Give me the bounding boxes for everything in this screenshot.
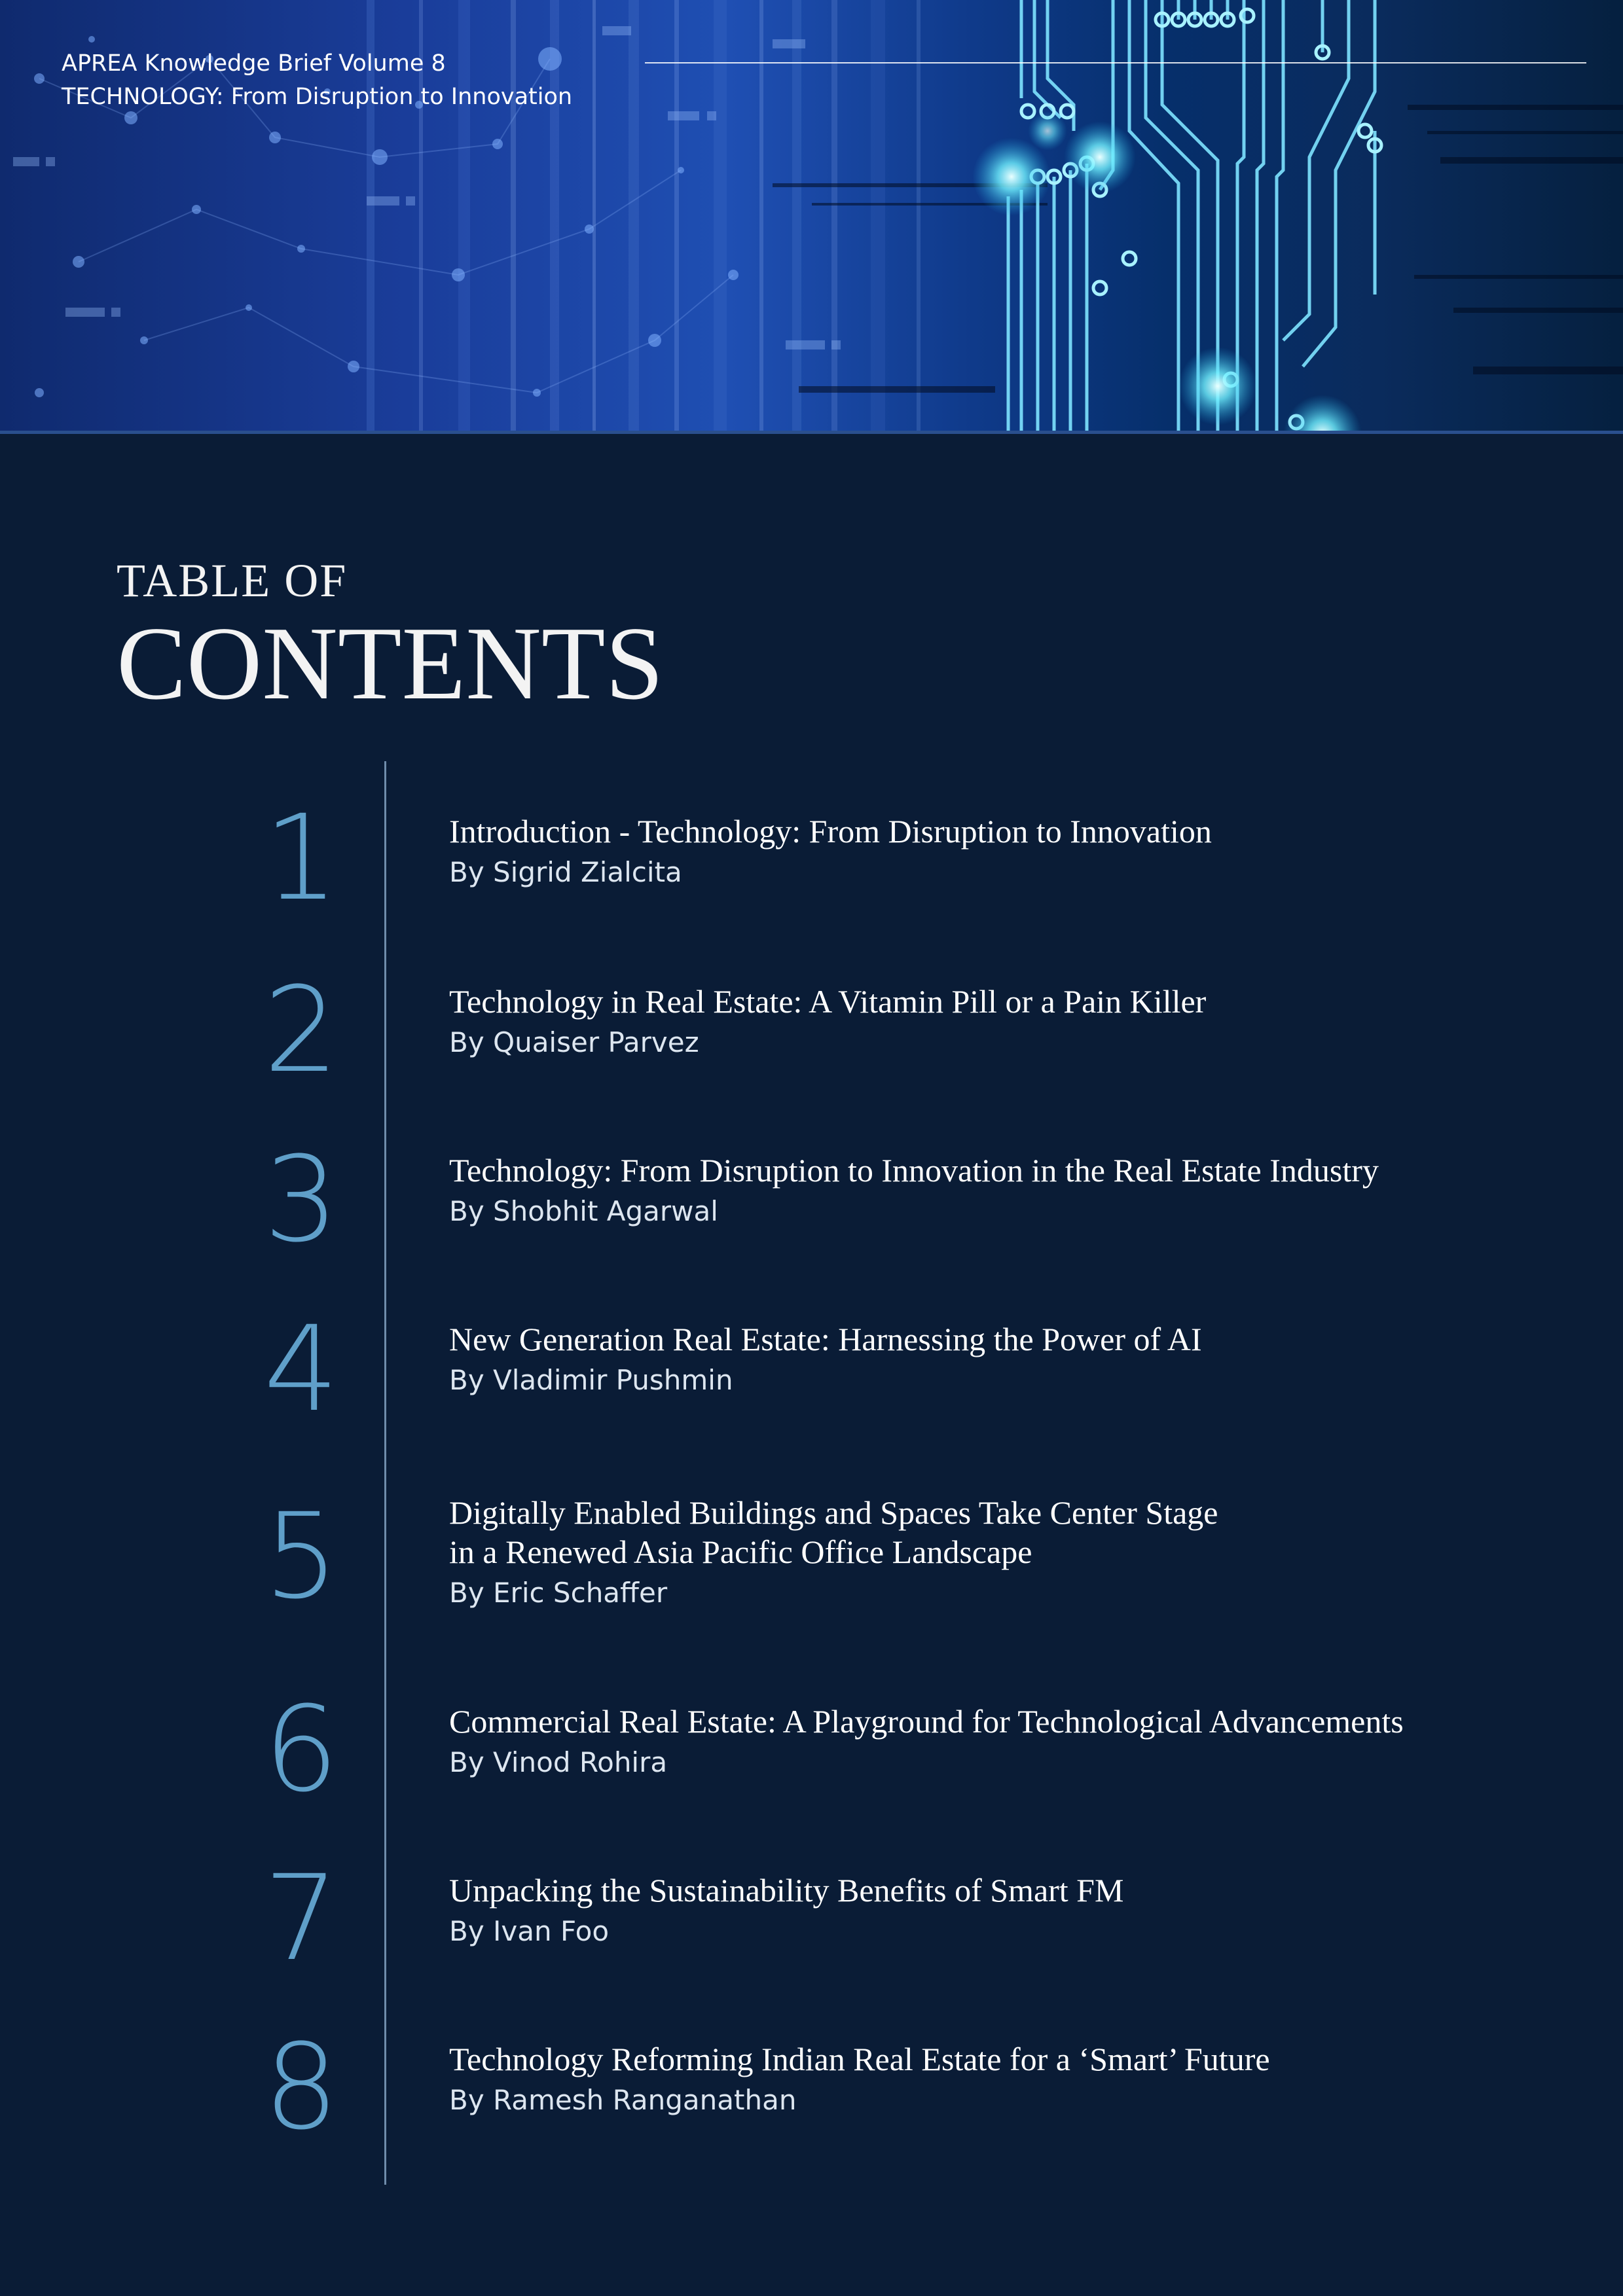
toc-item-title: New Generation Real Estate: Harnessing the Power of AI — [449, 1321, 1202, 1357]
toc-item-author: By Shobhit Agarwal — [449, 1195, 718, 1227]
toc-item-number: 4 — [263, 1301, 339, 1438]
toc-heading — [117, 553, 664, 721]
toc-item-author: By Sigrid Zialcita — [449, 856, 682, 888]
toc-entry — [449, 1702, 1562, 1783]
toc-heading-big: CONTENTS — [117, 605, 664, 721]
brief-topic-line: TECHNOLOGY: From Disruption to Innovation — [62, 84, 573, 110]
toc-item-title: Technology: From Disruption to Innovation in the Real Estate Industry — [449, 1152, 1379, 1189]
header-text — [62, 47, 572, 114]
toc-item-number: 5 — [263, 1488, 339, 1625]
toc-item-title: Introduction - Technology: From Disruption to Innovation — [449, 813, 1212, 850]
toc-item-author: By Vladimir Pushmin — [449, 1364, 733, 1396]
toc-entry — [449, 2039, 1562, 2121]
toc-item-title: Technology Reforming Indian Real Estate for a ‘Smart’ Future — [449, 2041, 1270, 2077]
toc-item-title: Digitally Enabled Buildings and Spaces Take Center Stage — [449, 1494, 1218, 1531]
header-banner — [0, 0, 1623, 434]
toc-item-number: 3 — [263, 1132, 339, 1268]
toc-item-title: Unpacking the Sustainability Benefits of Smart FM — [449, 1872, 1124, 1909]
toc-entry — [449, 1871, 1562, 1952]
toc-item-author: By Ramesh Ranganathan — [449, 2084, 797, 2116]
header-rule — [645, 62, 1586, 63]
brief-volume-line: APREA Knowledge Brief Volume 8 — [62, 50, 446, 77]
toc-item-number: 8 — [263, 2019, 339, 2156]
toc-entry — [449, 1493, 1562, 1613]
toc-item-title-line2: in a Renewed Asia Pacific Office Landscape — [449, 1534, 1032, 1570]
toc-item-number: 1 — [263, 790, 339, 927]
toc-entry — [449, 982, 1562, 1063]
toc-heading-small: TABLE OF — [117, 554, 348, 607]
toc-item-number: 6 — [263, 1681, 339, 1818]
toc-item-author: By Ivan Foo — [449, 1915, 610, 1947]
toc-entry — [449, 812, 1562, 893]
toc-entry — [449, 1319, 1562, 1401]
toc-item-author: By Eric Schaffer — [449, 1577, 668, 1609]
banner-bottom-border — [0, 431, 1623, 434]
toc-item-number: 7 — [263, 1850, 339, 1987]
toc-item-author: By Quaiser Parvez — [449, 1026, 699, 1058]
toc-entry — [449, 1151, 1562, 1232]
toc-item-title: Commercial Real Estate: A Playground for Technological Advancements — [449, 1703, 1404, 1740]
toc-item-number: 2 — [263, 962, 339, 1099]
toc-item-title: Technology in Real Estate: A Vitamin Pill or a Pain Killer — [449, 983, 1207, 1020]
toc-divider-line — [384, 761, 386, 2185]
toc-item-author: By Vinod Rohira — [449, 1746, 668, 1778]
